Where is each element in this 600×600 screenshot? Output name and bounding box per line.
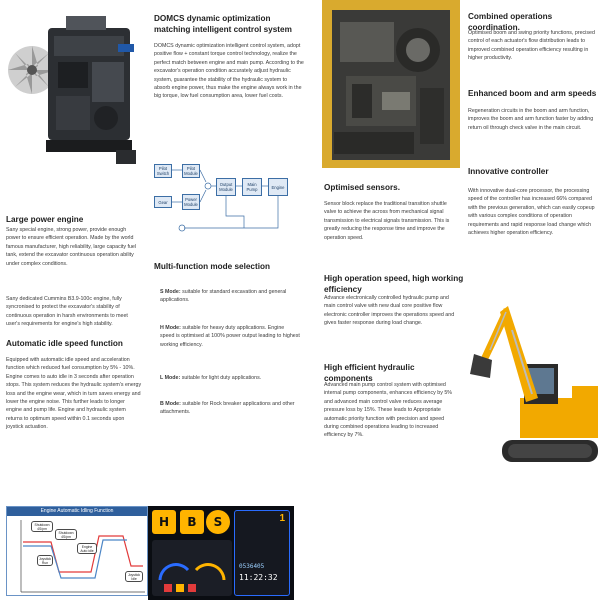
power-module-box: Power Module	[182, 194, 200, 210]
boom-text: Regeneration circuits in the boom and arm function, improves the boom and arm function faster by adding return oil through check valve in the main circuit.	[468, 108, 594, 131]
graph-bubble-5: Joystick Idle	[125, 571, 143, 582]
gear-box: Gear	[154, 196, 172, 208]
s-mode-key-image: S	[206, 510, 230, 534]
sensors-text: Sensor block replace the traditional transition shuttle valve to achieve the across from mechanical signal transmission to electrical signals transmission. This is greatly reducing the response time and improve the operation speed.	[324, 201, 450, 241]
main-pump-box: Main Pump	[242, 178, 262, 196]
l-mode-key: L Mode:	[160, 375, 181, 381]
column-2	[148, 0, 306, 600]
lcd-panel	[234, 510, 290, 596]
hydraulic-heading: High efficient hydraulic components	[324, 363, 415, 383]
combined-text: Optimised boom and swing priority functions, precised control of each actuator's flow distribution leads to improved combined operation efficiency resulting in higher productivity.	[468, 30, 595, 62]
speed-heading: High operation speed, high working efficiency	[324, 274, 464, 294]
column-3	[320, 0, 464, 600]
modes-heading: Multi-function mode selection	[154, 262, 270, 271]
b-mode-key: B Mode:	[160, 401, 181, 407]
graph-bubble-1: Shutdown 4S/pm	[31, 521, 53, 532]
boom-heading: Enhanced boom and arm speeds	[468, 89, 597, 98]
output-module-box: Output Module	[216, 178, 236, 196]
h-mode-key-image: H	[152, 510, 176, 534]
hydraulic-text: Advanced main pump control system with optimised internal pump components, enhances efficiency by 5% and advanced main control valve reduces average pressure loss by 15%. These leads to Appropriate automatic priority function with precision and speed during combined operations leading to increased efficiency by 7%.	[324, 382, 452, 439]
clock-readout: 11:22:32	[239, 573, 278, 582]
column-4	[466, 0, 600, 600]
control-flow-diagram	[148, 158, 306, 246]
domcs-text: DOMCS dynamic optimization intelligent control system, adopt positive flow + constant torque control technology, realize the perfect match between engine and main pump. According to the excavator's operation condition accurately adjust hydraulic system, guarantee the stability of the hydraulic system to absorb engine power, thus make the engine always work in the big torque, low fuel consumption area, lower fuel costs.	[154, 43, 304, 100]
innovative-text: With innovative dual-core processor, the processing speed of the controller has increased 66% compared with the previous generation, which can easily copeup with various complex conditions of operation requirements and rapid response load change which achieves higher operation efficiency.	[468, 188, 595, 237]
l-mode-text	[160, 374, 300, 382]
b-mode-key-image: B	[180, 510, 204, 534]
hour-readout: 0536405	[239, 563, 265, 570]
dashboard-image	[148, 506, 294, 600]
innovative-heading: Innovative controller	[468, 167, 549, 176]
s-mode-key: S Mode:	[160, 289, 181, 295]
large-engine-text-2: Sany dedicated Cummins B3.9-100c engine, fully syncronised to protect the excavator's stability of continuous operation in harsh environments to meet user's requirements for engine's high stability.	[6, 296, 128, 328]
pilot-module-box: Pilot Module	[182, 164, 200, 178]
combined-heading: Combined operations coordination.	[468, 12, 553, 32]
h-mode-text	[160, 324, 300, 349]
excavator-image	[468, 290, 600, 474]
large-engine-heading: Large power engine	[6, 215, 84, 224]
h-mode-desc: suitable for heavy duty applications. Engine speed is optimised at 100% power output leading to highest working efficiency.	[160, 325, 300, 348]
s-mode-desc: suitable for standard excavation and general applications.	[160, 289, 287, 304]
engine-bay-image	[322, 0, 460, 168]
speed-text: Advance electronically controlled hydraulic pump and main control valve with new dual core positive flow electronic controller improves the operations speed and gives faster response during load change.	[324, 295, 455, 327]
domcs-heading: DOMCS dynamic optimization matching intelligent control system	[154, 14, 292, 34]
large-engine-text-1: Sany special engine, strong power, provide enough power to ensure efficient operation. Made by the world famous manufacturer, high reliability, large capacity fuel tank, extend the excavator continuous operation ability under complex conditions.	[6, 227, 137, 267]
idle-graph-title: Engine Automatic Idling Function	[7, 507, 147, 516]
sensors-heading: Optimised sensors.	[324, 183, 400, 192]
idle-text: Equipped with automatic idle speed and acceleration function which reduced fuel consumption by 5% - 10%. Engine comes to auto idle in 3 seconds after operation stops. This system reduces the hydraulic system's energy loss and the engine wear, which in turn saves energy and lower the engine noise. This further leads to longer engine and pump life. Engine and hydraulic system returns to optimum speed within 0.1 seconds upon joystick actuation.	[6, 357, 142, 431]
b-mode-desc: suitable for Rock breaker applications and other attachments.	[160, 401, 295, 416]
idle-graph	[6, 506, 148, 596]
idle-heading: Automatic idle speed function	[6, 339, 123, 348]
level-readout: 1	[279, 513, 285, 524]
graph-bubble-2: Shutdown 4S/pm	[55, 529, 77, 540]
graph-bubble-4: Joystick Run	[38, 556, 52, 565]
column-1	[6, 0, 142, 600]
engine-image	[6, 0, 142, 172]
pilot-switch-box: Pilot Switch	[154, 164, 172, 178]
graph-bubble-3: Engine Auto idle	[77, 543, 97, 554]
h-mode-key: H Mode:	[160, 325, 181, 331]
gauge-panel	[152, 540, 232, 596]
l-mode-desc: suitable for light duty applications.	[180, 375, 262, 381]
b-mode-text	[160, 400, 300, 417]
engine-box: Engine	[268, 178, 288, 196]
s-mode-text	[160, 288, 300, 305]
